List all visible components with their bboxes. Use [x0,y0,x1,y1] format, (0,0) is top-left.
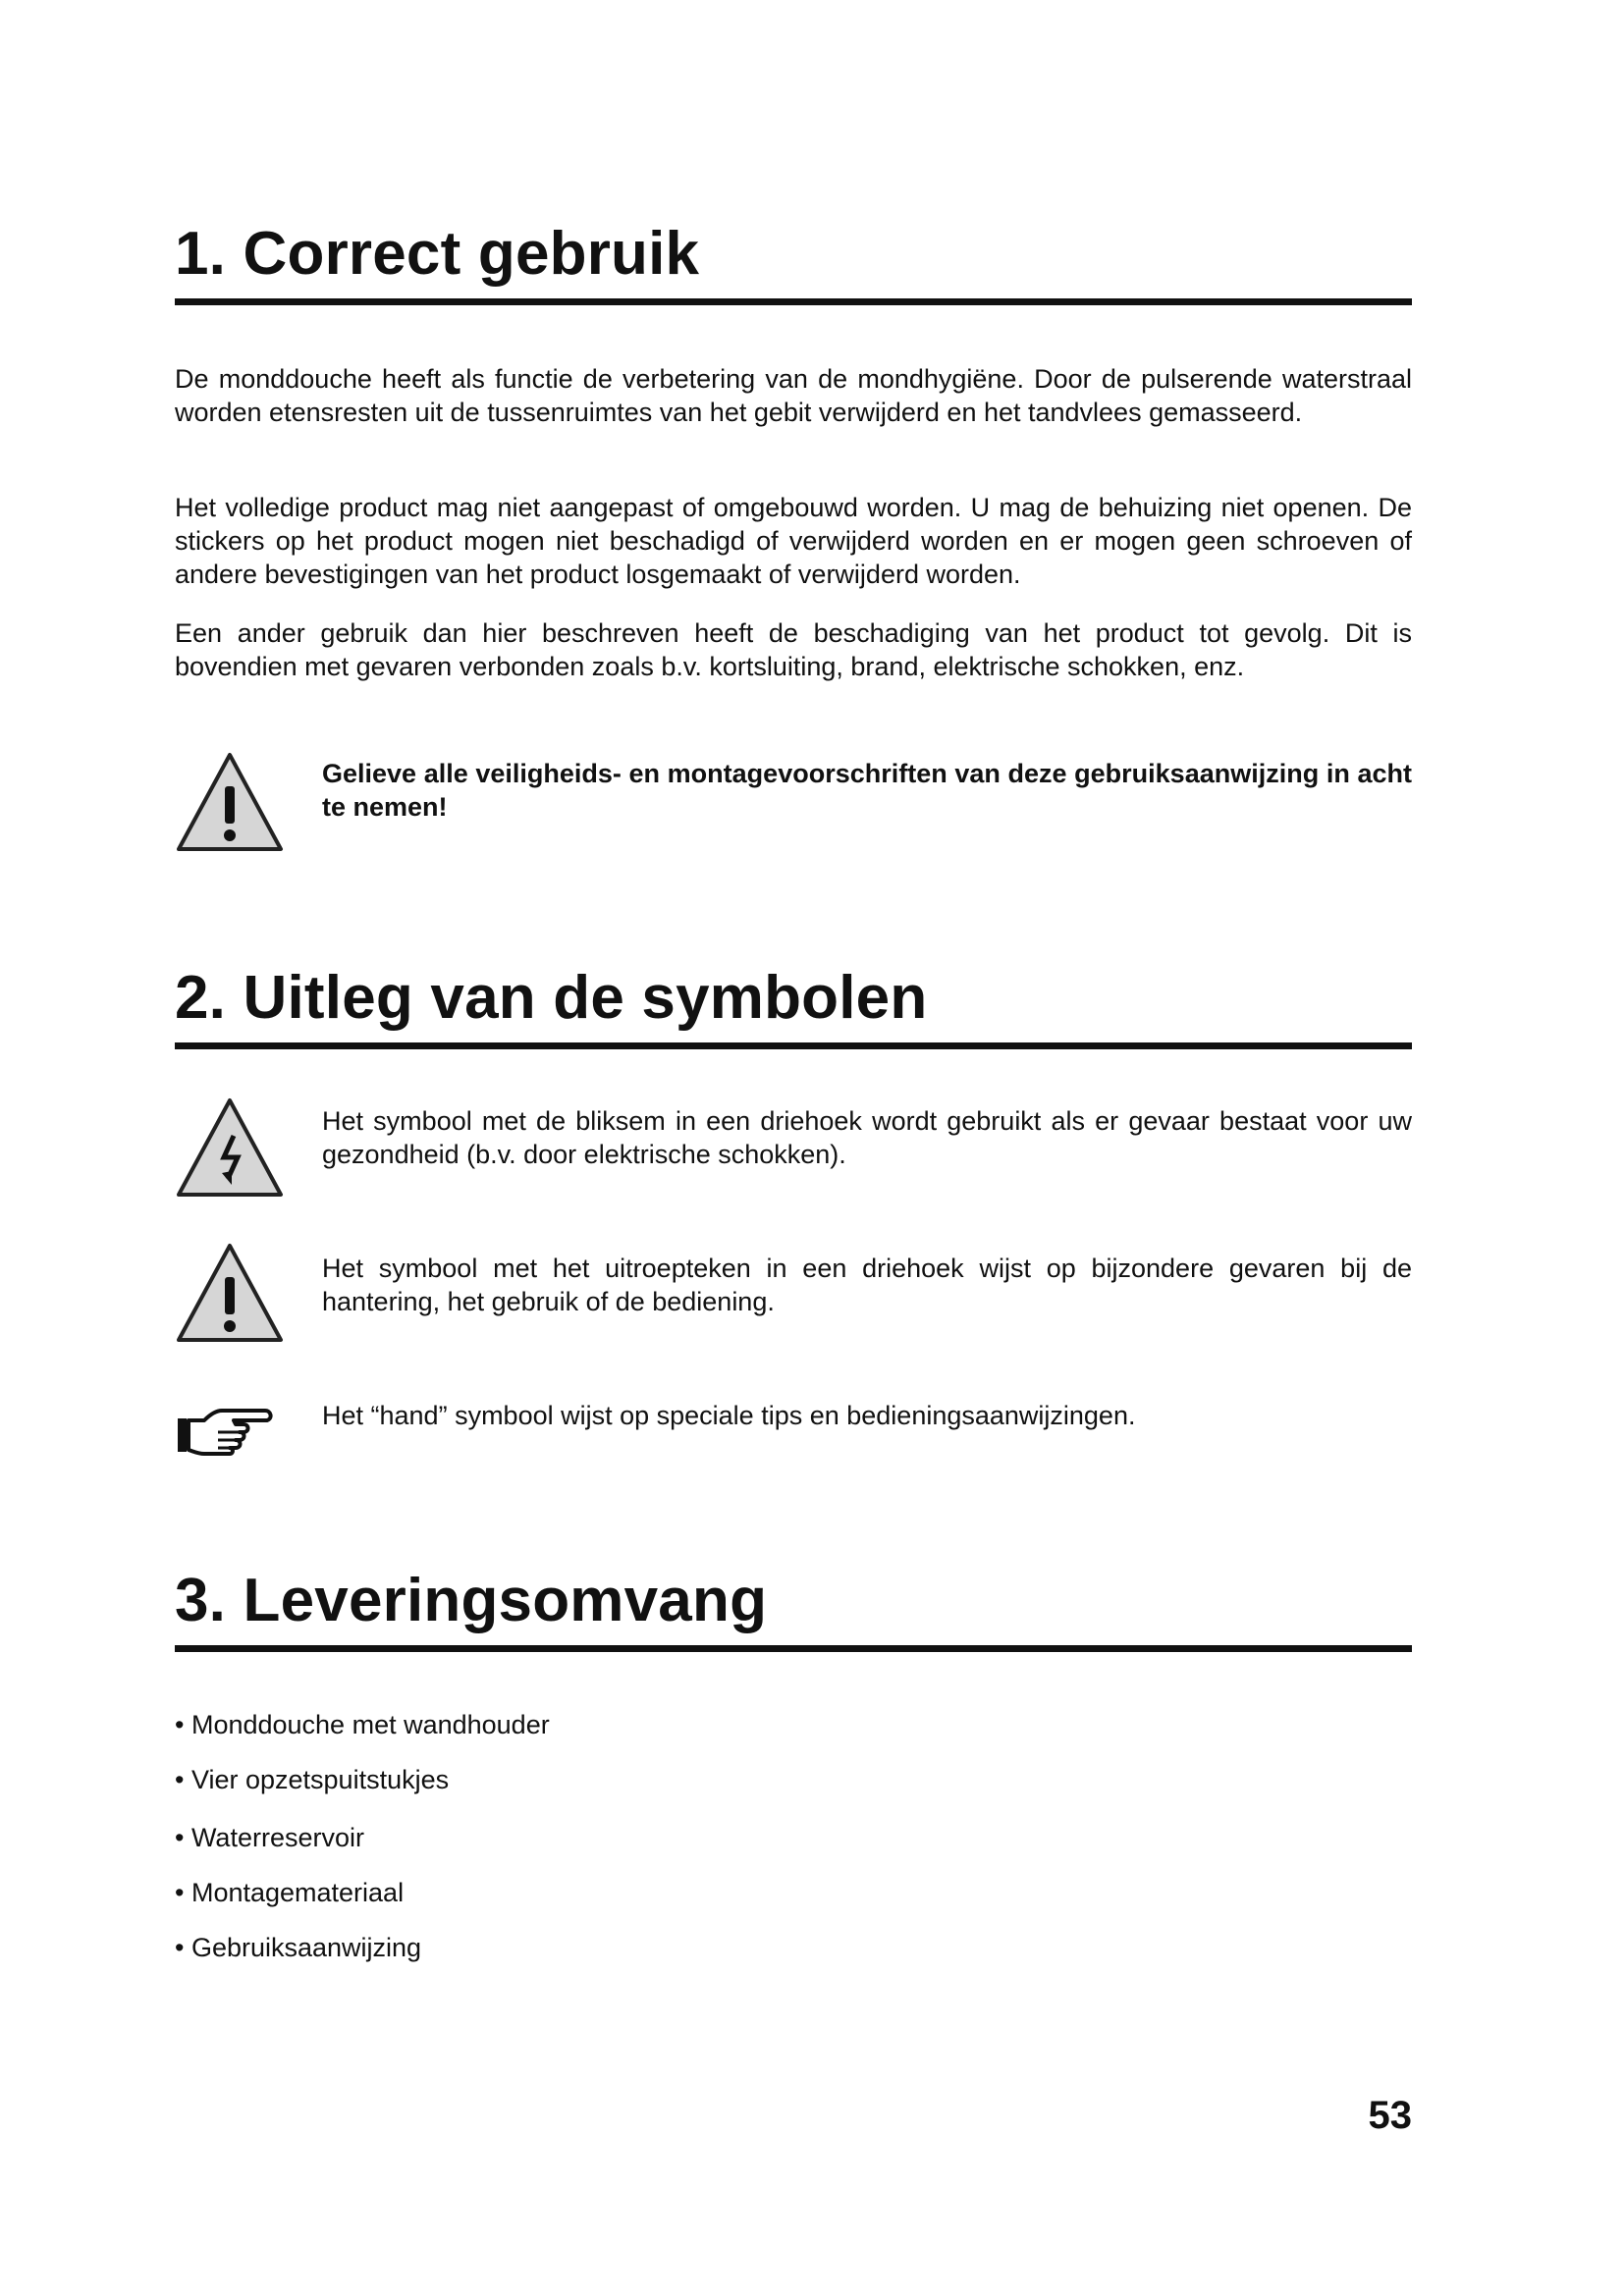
warning-exclamation-icon [175,751,285,853]
paragraph-modification: Het volledige product mag niet aangepast of omgebouwd worden. U mag de behuizing niet openen. De stickers op het product mogen niet beschadigd of verwijderd worden en er mogen geen schroeven of andere bevestigingen van het product losgemaakt of verwijderd worden. [175,493,1412,589]
exclamation-triangle-icon [175,1242,285,1344]
pointing-hand-icon [175,1403,277,1458]
page-number: 53 [1368,2094,1412,2137]
section-title-uitleg-symbolen: 2. Uitleg van de symbolen [175,968,1412,1049]
document-page [175,0,1412,2296]
safety-warning-text: Gelieve alle veiligheids- en montagevoorschriften van deze gebruiksaanwijzing in acht te nemen! [322,759,1412,822]
list-item: • Montagemateriaal [175,1878,405,1907]
safety-warning-row [175,751,1412,859]
symbol-text-hand: Het “hand” symbool wijst op speciale tips en bedieningsaanwijzingen. [322,1401,1136,1430]
paragraph-purpose: De monddouche heeft als functie de verbetering van de mondhygiëne. Door de pulserende waterstraal worden etensresten uit de tussenruimtes van het gebit verwijderd en het tandvlees gemasseerd. [175,364,1412,427]
paragraph-other-use: Een ander gebruik dan hier beschreven heeft de beschadiging van het product tot gevolg. Dit is bovendien met gevaren verbonden zoals b.v. kortsluiting, brand, elektrische schokken, enz. [175,618,1412,681]
symbol-row-exclamation [175,1242,1412,1350]
list-item: • Vier opzetspuitstukjes [175,1765,450,1794]
lightning-triangle-icon [175,1096,285,1199]
list-item: • Gebruiksaanwijzing [175,1933,422,1962]
symbol-row-hand [175,1399,1412,1507]
symbol-text-lightning: Het symbool met de bliksem in een driehoek wordt gebruikt als er gevaar bestaat voor uw gezondheid (b.v. door elektrische schokken). [322,1106,1412,1169]
section-title-correct-gebruik: 1. Correct gebruik [175,224,1412,305]
section-title-leveringsomvang: 3. Leveringsomvang [175,1571,1412,1652]
list-item: • Waterreservoir [175,1823,364,1852]
list-item: • Monddouche met wandhouder [175,1710,550,1739]
symbol-row-lightning [175,1096,1412,1204]
symbol-text-exclamation: Het symbool met het uitroepteken in een driehoek wijst op bijzondere gevaren bij de hantering, het gebruik of de bediening. [322,1254,1412,1316]
